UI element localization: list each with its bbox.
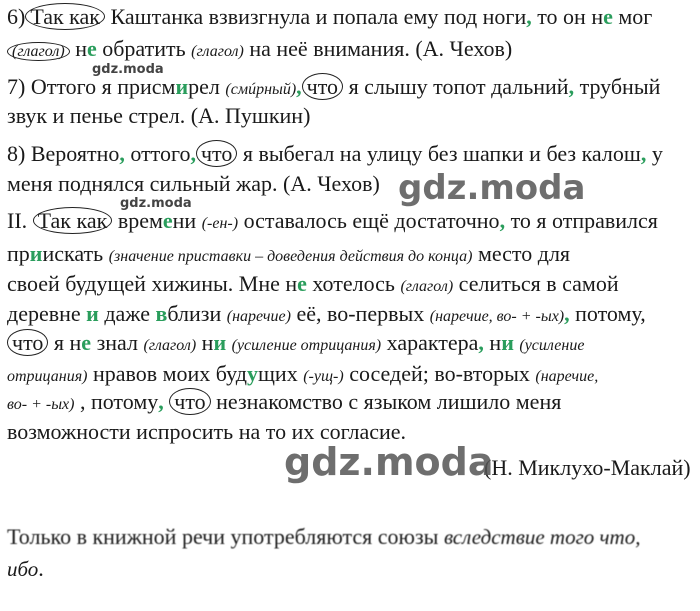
text-segment: е [603,4,613,29]
text-segment: обратить [96,36,192,61]
text-segment: е [86,36,97,61]
line-6 [7,4,652,30]
text-segment: соседей; во-вторых [343,361,536,386]
text-segment: знал [91,330,144,355]
text-segment: своей будущей хижины. Мне н [7,271,298,296]
text-segment: II. [7,208,33,233]
text-segment: Только в книжной речи употребляются союзы [7,524,444,549]
text-segment: (Н. Миклухо-Маклай) [484,455,691,480]
watermark-large: gdz.moda [398,168,586,208]
text-segment: у [246,361,258,386]
text-segment: Так как [25,3,105,30]
text-segment: , [74,389,91,414]
text-segment: нравов моих буд [87,361,247,386]
text-segment: рел [188,74,226,99]
text-segment: что [169,388,210,415]
text-segment: на неё внимания. (А. Чехов) [243,36,513,61]
text-segment: (наречие, во- + -ых) [429,308,565,325]
text-segment: , [296,74,302,99]
text-segment: ни [172,208,202,233]
text-segment: , [478,330,484,355]
text-segment: Так как [33,207,113,234]
conclusion-line-1 [7,524,640,550]
text-segment: (значение приставки – доведения действия до конца) [108,248,473,265]
text-segment: что [196,140,237,167]
text-segment: и [29,241,43,266]
text-segment: е [162,208,173,233]
line-7b [7,103,310,129]
text-segment: е [297,271,307,296]
text-segment: близи [167,301,227,326]
text-segment: мог [612,4,653,29]
line-6b [7,36,512,65]
text-segment: оставалось ещё достаточно [238,208,500,233]
line-7 [7,74,660,103]
text-segment: (глагол) [191,43,244,60]
text-segment: характера [381,330,479,355]
text-segment: и [501,330,514,355]
line-ii-7 [7,389,561,418]
text-segment: , [564,301,570,326]
line-ii-4 [7,301,646,330]
text-segment: и [175,74,189,99]
text-segment: (смúрный) [225,81,297,98]
text-segment: . [38,556,44,581]
text-segment: (наречие, [535,368,599,385]
text-segment: (глагол) [400,278,454,295]
text-segment: , [640,141,647,166]
text-segment: и [213,330,227,355]
text-segment: даже [98,301,156,326]
text-segment: и [86,301,99,326]
conclusion-line-2 [7,556,44,582]
text-segment: у [646,141,663,166]
text-segment: щих [257,361,304,386]
text-segment: , [499,208,506,233]
text-segment: н [483,330,502,355]
text-segment: что [7,329,48,356]
text-segment: искать [42,241,109,266]
text-segment: деревне [7,301,87,326]
text-segment: е [81,330,92,355]
text-segment: я н [48,330,82,355]
author-line [484,455,691,481]
text-segment: н [196,330,214,355]
line-ii-6 [7,361,598,390]
text-segment: во- + -ых) [7,396,75,413]
text-segment: 7) Оттого я присм [7,74,176,99]
text-segment: , [190,141,196,166]
text-segment: , [158,389,164,414]
text-segment: (усиление [519,337,585,354]
text-segment: то я отправился [505,208,658,233]
line-ii-3 [7,271,619,300]
text-segment: 6) [7,4,26,29]
text-segment: её, во-первых [290,301,430,326]
text-segment: хотелось [306,271,401,296]
text-segment: Каштанка взвизгнула и попала ему под ноги [104,4,527,29]
line-ii-2 [7,241,570,270]
text-segment: вследствие того что, [443,525,641,549]
text-segment: , [526,4,532,29]
text-segment: потому [90,389,159,414]
watermark-large-2: gdz.moda [284,440,494,484]
watermark-small-2: gdz.moda [120,196,192,211]
text-segment: (-ущ-) [303,368,344,385]
text-segment: селиться в самой [453,271,619,296]
line-ii [7,208,658,237]
line-ii-5 [7,330,584,359]
text-segment: врем [112,208,163,233]
text-segment: (глагол) [7,42,70,61]
text-segment: потому, [569,301,646,326]
line-8b [7,171,380,197]
text-segment: я слышу топот дальний [343,74,569,99]
text-segment: (глагол) [143,337,197,354]
text-segment: (-ен-) [201,215,239,232]
watermark-small: gdz.moda [92,62,164,77]
text-segment: пр [7,241,30,266]
line-8 [7,141,663,167]
text-segment: меня поднялся сильный жар. (А. Чехов) [7,171,380,196]
text-segment: трубный [574,74,661,99]
text-segment: то он н [531,4,604,29]
text-segment: оттого [124,141,191,166]
text-segment: место для [472,241,571,266]
text-segment: я выбегал на улицу без шапки и без калош [237,141,641,166]
text-segment: , [119,141,125,166]
text-segment: в [155,301,168,326]
text-segment: возможности испросить на то их согласие. [7,419,407,444]
text-segment: звук и пенье стрел. (А. Пушкин) [7,103,311,128]
text-segment: ибо [7,557,39,581]
text-segment: незнакомство с языком лишило меня [210,389,562,414]
text-segment: н [69,36,87,61]
text-segment: (усиление отрицания) [231,337,382,354]
text-segment: , [568,74,575,99]
text-segment: отрицания) [7,368,88,385]
text-segment: (наречие) [226,308,291,325]
text-segment: 8) Вероятно [7,141,120,166]
text-segment: что [302,73,343,100]
